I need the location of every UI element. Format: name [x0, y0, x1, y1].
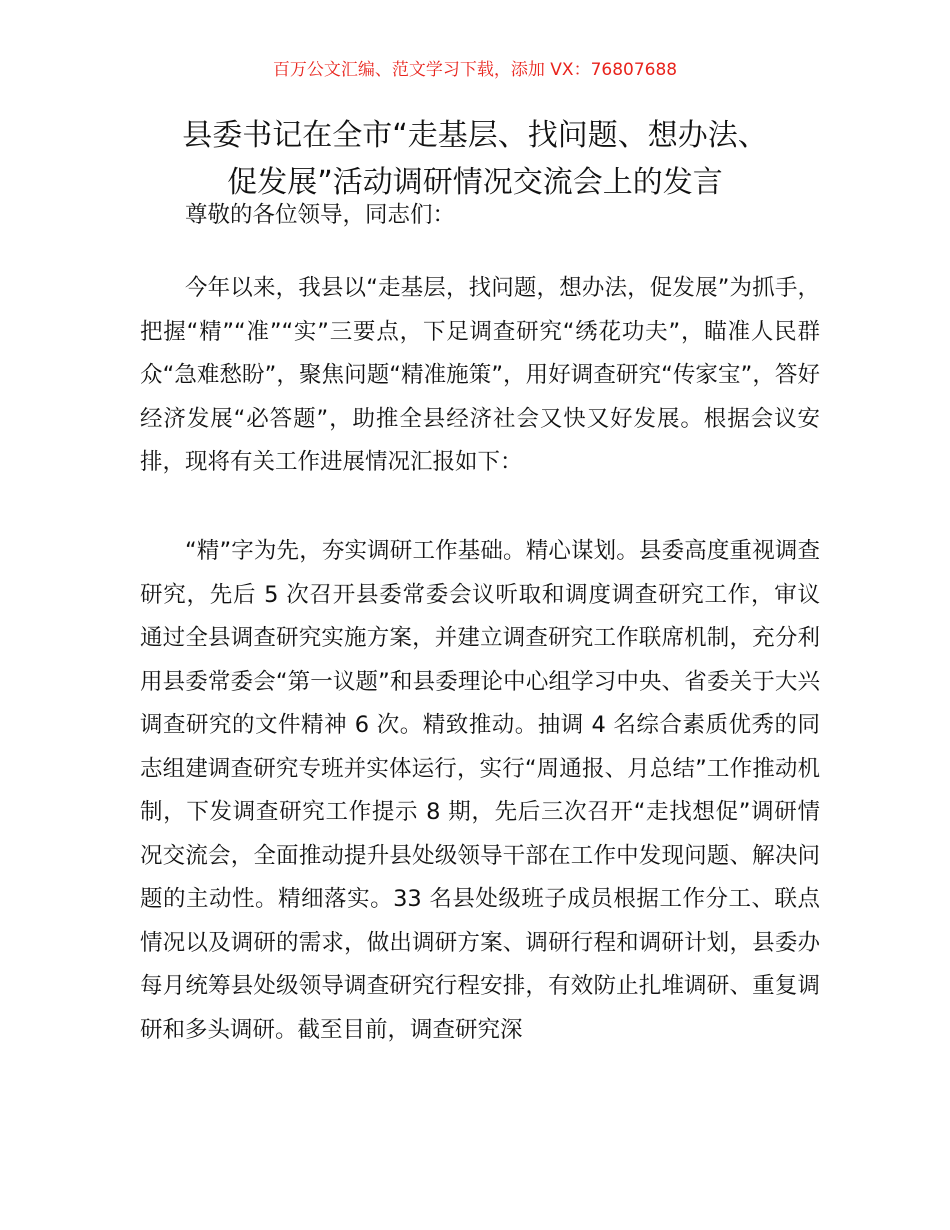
title-line-2: 促发展”活动调研情况交流会上的发言 — [227, 165, 723, 200]
paragraph-jing: “精”字为先，夯实调研工作基础。精心谋划。县委高度重视调查研究，先后 5 次召开县委常委会议听取和调度调查研究工作，审议通过全县调查研究实施方案，并建立调查研究工作联席机制，充分利用县委常委会“第一议题”和县委理论中心组学习中央、省委关于大兴调查研究的文件精神 6 次。精致推动。抽调 4 名综合素质优秀的同志组建调查研究专班并实体运行，实行“周通报、月总结”工作推动机制，下发调查研究工作提示 8 期，先后三次召开“走找想促”调研情况交流会，全面推动提升县处级领导干部在工作中发现问题、解决问题的主动性。精细落实。33 名县处级班子成员根据工作分工、联点情况以及调研的需求，做出调研方案、调研行程和调研计划，县委办每月统筹县处级领导调查研究行程安排，有效防止扎堆调研、重复调研和多头调研。截至目前，调查研究深 — [140, 538, 820, 1043]
greeting: 尊敬的各位领导，同志们： — [185, 202, 456, 228]
header-watermark-note: 百万公文汇编、范文学习下载，添加 VX：76807688 — [272, 60, 678, 80]
document-title — [95, 112, 855, 206]
paragraph-intro: 今年以来，我县以“走基层，找问题，想办法，促发展”为抓手，把握“精”“准”“实”三要点，下足调查研究“绣花功夫”，瞄准人民群众“急难愁盼”，聚焦问题“精准施策”，用好调查研究“传家宝”，答好经济发展“必答题”，助推全县经济社会又快又好发展。根据会议安排，现将有关工作进展情况汇报如下： — [140, 275, 820, 475]
title-line-1: 县委书记在全市“走基层、找问题、想办法、 — [182, 118, 768, 153]
